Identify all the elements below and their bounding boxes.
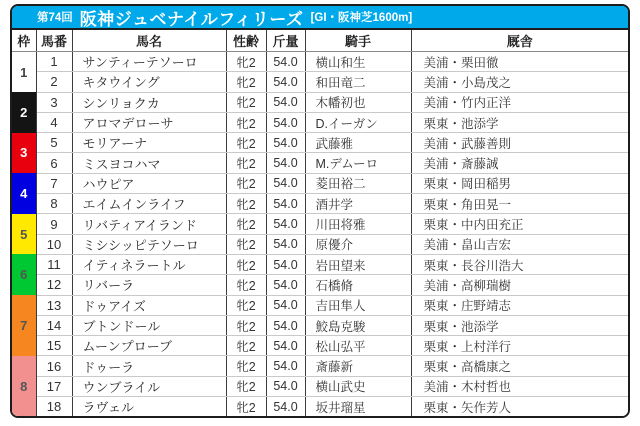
horse-name-cell: ラヴェル (72, 397, 226, 417)
jockey-cell: 松山弘平 (305, 336, 411, 356)
jockey-cell: 斎藤新 (305, 356, 411, 376)
entry-row (12, 295, 628, 315)
sex-age-cell: 牝2 (226, 336, 266, 356)
sex-age-cell: 牝2 (226, 376, 266, 396)
column-header-jockey: 騎手 (305, 30, 411, 52)
jockey-cell: 酒井学 (305, 194, 411, 214)
weight-cell: 54.0 (266, 173, 305, 193)
stable-cell: 栗東・高橋康之 (411, 356, 628, 376)
jockey-cell: D.イーガン (305, 112, 411, 132)
horse-number-cell: 18 (36, 397, 72, 417)
entry-row (12, 234, 628, 254)
entry-row (12, 376, 628, 396)
horse-number-cell: 16 (36, 356, 72, 376)
jockey-cell: 吉田隼人 (305, 295, 411, 315)
entries-table (12, 30, 628, 416)
jockey-cell: 木幡初也 (305, 92, 411, 112)
weight-cell: 54.0 (266, 133, 305, 153)
column-header-stable: 厩舎 (411, 30, 628, 52)
entry-row (12, 112, 628, 132)
weight-cell: 54.0 (266, 397, 305, 417)
weight-cell: 54.0 (266, 234, 305, 254)
frame-number-cell: 1 (12, 52, 36, 93)
horse-number-cell: 4 (36, 112, 72, 132)
sex-age-cell: 牝2 (226, 275, 266, 295)
entry-row (12, 214, 628, 234)
jockey-cell: 横山和生 (305, 52, 411, 72)
entry-row (12, 397, 628, 417)
weight-cell: 54.0 (266, 92, 305, 112)
frame-number-cell: 3 (12, 133, 36, 174)
horse-name-cell: ミシシッピテソーロ (72, 234, 226, 254)
frame-number-cell: 8 (12, 356, 36, 416)
entry-row (12, 72, 628, 92)
weight-cell: 54.0 (266, 295, 305, 315)
sex-age-cell: 牝2 (226, 72, 266, 92)
horse-name-cell: キタウイング (72, 72, 226, 92)
horse-name-cell: ドゥアイズ (72, 295, 226, 315)
stable-cell: 栗東・長谷川浩大 (411, 254, 628, 274)
stable-cell: 栗東・岡田稲男 (411, 173, 628, 193)
entry-row (12, 356, 628, 376)
sex-age-cell: 牝2 (226, 92, 266, 112)
horse-name-cell: イティネラートル (72, 254, 226, 274)
sex-age-cell: 牝2 (226, 194, 266, 214)
jockey-cell: 菱田裕二 (305, 173, 411, 193)
sex-age-cell: 牝2 (226, 112, 266, 132)
race-grade-course: [GI・阪神芝1600m] (310, 12, 413, 24)
jockey-cell: 原優介 (305, 234, 411, 254)
column-header-sex-age: 性齢 (226, 30, 266, 52)
column-header-weight: 斤量 (266, 30, 305, 52)
jockey-cell: 川田将雅 (305, 214, 411, 234)
entry-row (12, 194, 628, 214)
entry-row (12, 52, 628, 72)
weight-cell: 54.0 (266, 112, 305, 132)
stable-cell: 美浦・高柳瑞樹 (411, 275, 628, 295)
weight-cell: 54.0 (266, 52, 305, 72)
frame-number-cell: 7 (12, 295, 36, 356)
horse-number-cell: 2 (36, 72, 72, 92)
horse-number-cell: 7 (36, 173, 72, 193)
entry-row (12, 153, 628, 173)
horse-name-cell: ウンブライル (72, 376, 226, 396)
sex-age-cell: 牝2 (226, 153, 266, 173)
stable-cell: 栗東・上村洋行 (411, 336, 628, 356)
horse-name-cell: リバーラ (72, 275, 226, 295)
horse-number-cell: 1 (36, 52, 72, 72)
weight-cell: 54.0 (266, 214, 305, 234)
weight-cell: 54.0 (266, 315, 305, 335)
horse-number-cell: 3 (36, 92, 72, 112)
jockey-cell: 石橋脩 (305, 275, 411, 295)
sex-age-cell: 牝2 (226, 295, 266, 315)
horse-name-cell: ムーンプローブ (72, 336, 226, 356)
weight-cell: 54.0 (266, 194, 305, 214)
jockey-cell: 和田竜二 (305, 72, 411, 92)
sex-age-cell: 牝2 (226, 133, 266, 153)
entry-row (12, 336, 628, 356)
horse-name-cell: モリアーナ (72, 133, 226, 153)
entry-row (12, 315, 628, 335)
horse-name-cell: アロマデローサ (72, 112, 226, 132)
horse-name-cell: ハウピア (72, 173, 226, 193)
sex-age-cell: 牝2 (226, 397, 266, 417)
horse-number-cell: 9 (36, 214, 72, 234)
sex-age-cell: 牝2 (226, 52, 266, 72)
entry-row (12, 254, 628, 274)
stable-cell: 栗東・中内田充正 (411, 214, 628, 234)
horse-name-cell: エイムインライフ (72, 194, 226, 214)
horse-name-cell: サンティーテソーロ (72, 52, 226, 72)
jockey-cell: 坂井瑠星 (305, 397, 411, 417)
horse-name-cell: ミスヨコハマ (72, 153, 226, 173)
stable-cell: 栗東・角田晃一 (411, 194, 628, 214)
stable-cell: 美浦・斎藤誠 (411, 153, 628, 173)
horse-name-cell: ブトンドール (72, 315, 226, 335)
entry-row (12, 173, 628, 193)
frame-number-cell: 2 (12, 92, 36, 133)
horse-name-cell: シンリョクカ (72, 92, 226, 112)
weight-cell: 54.0 (266, 254, 305, 274)
stable-cell: 美浦・木村哲也 (411, 376, 628, 396)
column-header-frame: 枠 (12, 30, 36, 52)
horse-name-cell: リバティアイランド (72, 214, 226, 234)
stable-cell: 栗東・庄野靖志 (411, 295, 628, 315)
sex-age-cell: 牝2 (226, 254, 266, 274)
weight-cell: 54.0 (266, 356, 305, 376)
frame-number-cell: 5 (12, 214, 36, 255)
sex-age-cell: 牝2 (226, 315, 266, 335)
frame-number-cell: 4 (12, 173, 36, 214)
stable-cell: 美浦・竹内正洋 (411, 92, 628, 112)
entry-row (12, 275, 628, 295)
stable-cell: 美浦・栗田徹 (411, 52, 628, 72)
horse-number-cell: 6 (36, 153, 72, 173)
horse-number-cell: 8 (36, 194, 72, 214)
stable-cell: 栗東・池添学 (411, 112, 628, 132)
race-edition: 第74回 (37, 12, 73, 24)
entry-row (12, 92, 628, 112)
race-title-bar (12, 6, 628, 30)
stable-cell: 美浦・小島茂之 (411, 72, 628, 92)
horse-number-cell: 17 (36, 376, 72, 396)
horse-number-cell: 12 (36, 275, 72, 295)
weight-cell: 54.0 (266, 72, 305, 92)
jockey-cell: 鮫島克駿 (305, 315, 411, 335)
weight-cell: 54.0 (266, 153, 305, 173)
stable-cell: 美浦・武藤善則 (411, 133, 628, 153)
entry-row (12, 133, 628, 153)
horse-name-cell: ドゥーラ (72, 356, 226, 376)
weight-cell: 54.0 (266, 275, 305, 295)
horse-number-cell: 11 (36, 254, 72, 274)
jockey-cell: 岩田望来 (305, 254, 411, 274)
race-entry-card (10, 4, 630, 418)
stable-cell: 栗東・矢作芳人 (423, 400, 512, 415)
table-header-row (12, 30, 628, 52)
horse-number-cell: 15 (36, 336, 72, 356)
stable-cell: 栗東・池添学 (411, 315, 628, 335)
jockey-cell: 武藤雅 (305, 133, 411, 153)
horse-number-cell: 10 (36, 234, 72, 254)
stable-cell: 美浦・畠山吉宏 (411, 234, 628, 254)
weight-cell: 54.0 (266, 376, 305, 396)
horse-number-cell: 14 (36, 315, 72, 335)
jockey-cell: M.デムーロ (305, 153, 411, 173)
race-name: 阪神ジュベナイルフィリーズ (79, 9, 304, 29)
sex-age-cell: 牝2 (226, 173, 266, 193)
horse-number-cell: 5 (36, 133, 72, 153)
sex-age-cell: 牝2 (226, 356, 266, 376)
weight-cell: 54.0 (266, 336, 305, 356)
horse-number-cell: 13 (36, 295, 72, 315)
sex-age-cell: 牝2 (226, 234, 266, 254)
jockey-cell: 横山武史 (305, 376, 411, 396)
sex-age-cell: 牝2 (226, 214, 266, 234)
column-header-name: 馬名 (72, 30, 226, 52)
column-header-number: 馬番 (36, 30, 72, 52)
frame-number-cell: 6 (12, 254, 36, 295)
